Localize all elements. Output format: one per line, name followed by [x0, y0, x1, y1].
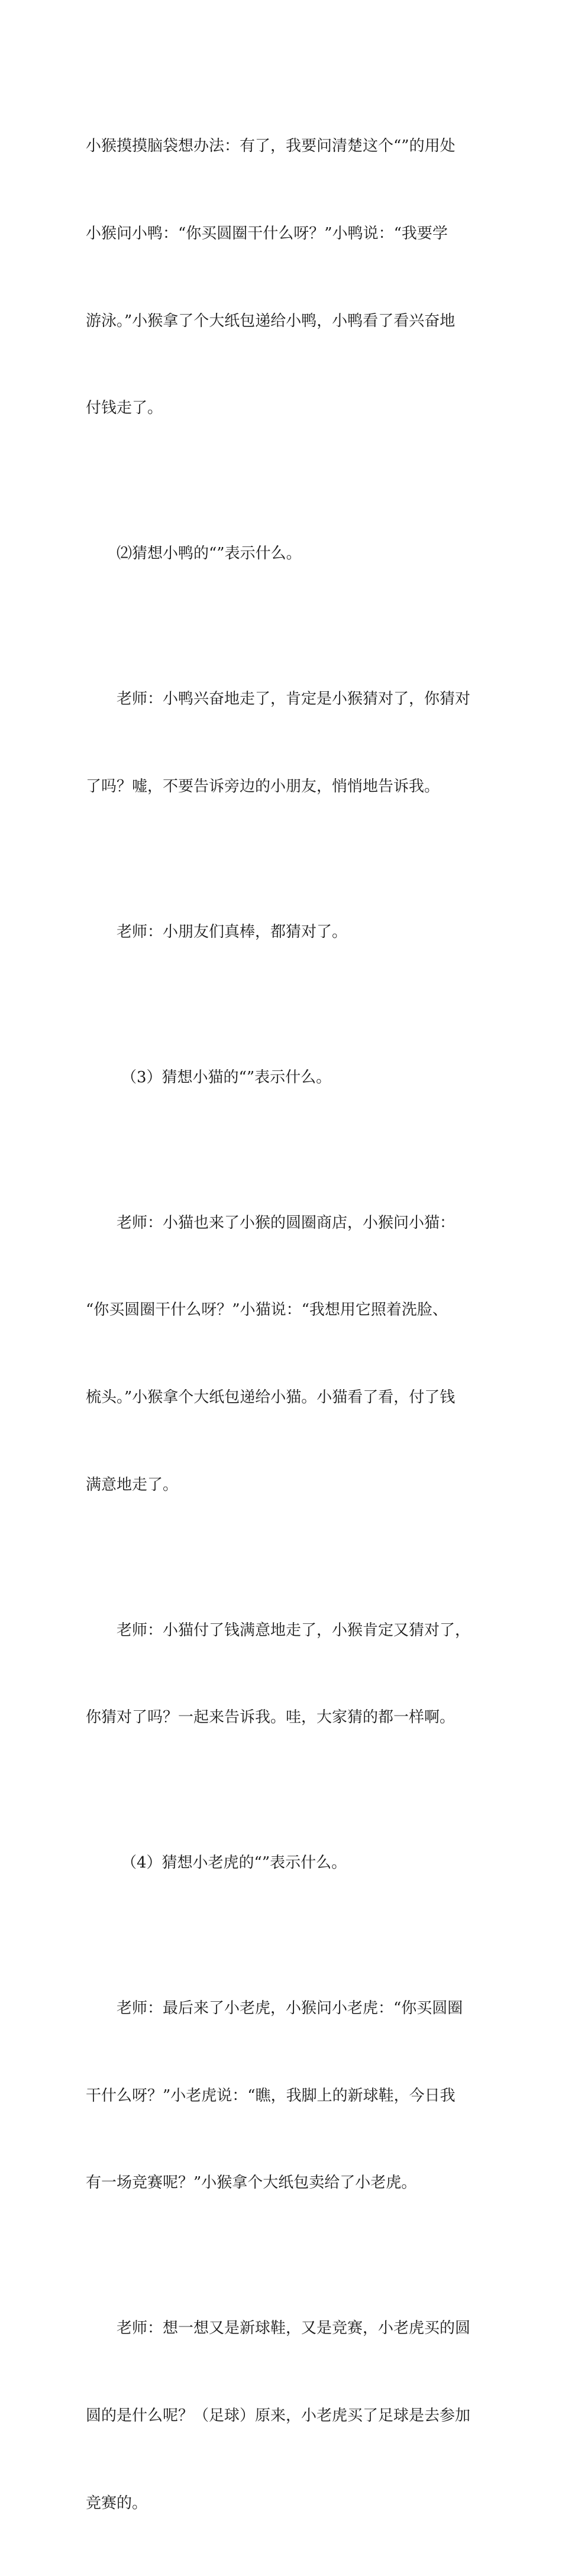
- text-line: 老师：想一想又是新球鞋，又是竞赛，小老虎买的圆: [117, 2319, 471, 2338]
- text-line: 干什么呀？”小老虎说：“瞧，我脚上的新球鞋，今日我: [86, 2086, 456, 2105]
- text-line: 竞赛的。: [86, 2494, 148, 2512]
- text-line: （3）猜想小猫的“”表示什么。: [121, 1068, 332, 1086]
- text-line: 老师：小猫也来了小猴的圆圈商店，小猴问小猫：: [117, 1213, 456, 1232]
- text-line: 满意地走了。: [86, 1475, 179, 1494]
- text-line: 你猜对了吗？一起来告诉我。哇，大家猜的都一样啊。: [86, 1708, 456, 1727]
- paragraph-1: [86, 74, 479, 481]
- paragraph-2: [86, 481, 479, 627]
- text-line: 有一场竞赛呢？”小猴拿个大纸包卖给了小老虎。: [86, 2174, 417, 2192]
- paragraph-6: [86, 1150, 479, 1558]
- paragraph-4: [86, 859, 479, 1005]
- paragraph-10: [86, 2256, 479, 2576]
- paragraph-5: [86, 1005, 479, 1150]
- text-line: 老师：小鸭兴奋地走了，肯定是小猴猜对了，你猜对: [117, 690, 471, 708]
- text-line: 老师：小朋友们真棒，都猜对了。: [117, 923, 348, 941]
- text-line: 圆的是什么呢？（足球）原来，小老虎买了足球是去参加: [86, 2406, 471, 2425]
- text-line: 小猴问小鸭：“你买圆圈干什么呀？”小鸭说：“我要学: [86, 225, 448, 242]
- text-line: 老师：最后来了小老虎，小猴问小老虎：“你买圆圈: [117, 1999, 463, 2018]
- text-line: 梳头。”小猴拿个大纸包递给小猫。小猫看了看，付了钱: [86, 1388, 456, 1406]
- text-line: 游泳。”小猴拿了个大纸包递给小鸭，小鸭看了看兴奋地: [86, 312, 456, 330]
- paragraph-8: [86, 1791, 479, 1936]
- text-line: ⑵猜想小鸭的“”表示什么。: [117, 545, 302, 563]
- paragraph-3: [86, 627, 479, 860]
- paragraph-7: [86, 1558, 479, 1791]
- text-line: 付钱走了。: [86, 399, 163, 418]
- text-line: “你买圆圈干什么呀？”小猫说：“我想用它照着洗脸、: [86, 1301, 448, 1319]
- document-body: [86, 74, 479, 2576]
- text-line: （4）猜想小老虎的“”表示什么。: [121, 1854, 347, 1872]
- paragraph-9: [86, 1936, 479, 2256]
- text-line: 小猴摸摸脑袋想办法：有了，我要问清楚这个“”的用处: [86, 137, 456, 156]
- text-line: 老师：小猫付了钱满意地走了，小猴肯定又猜对了，: [117, 1621, 471, 1639]
- text-line: 了吗？嘘，不要告诉旁边的小朋友，悄悄地告诉我。: [86, 777, 440, 795]
